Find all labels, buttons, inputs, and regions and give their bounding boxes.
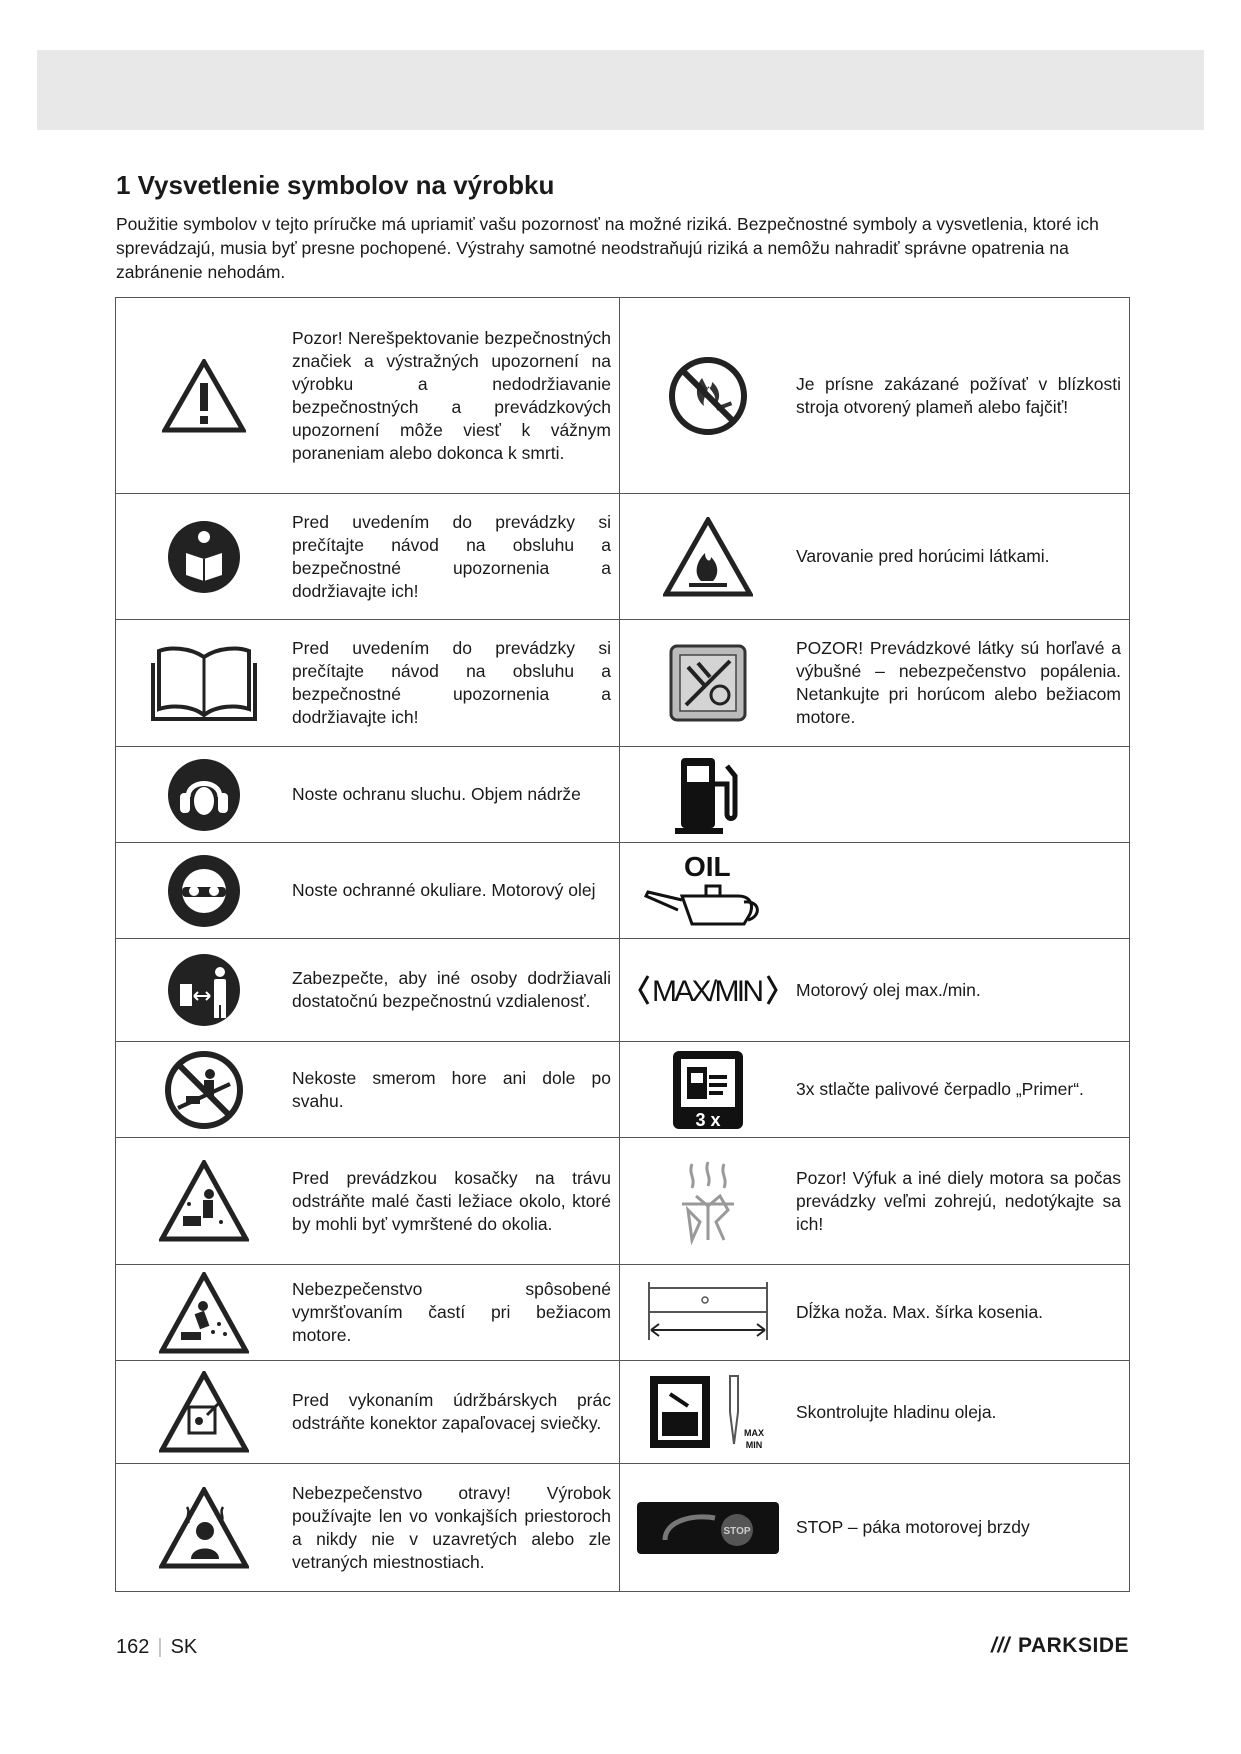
oil-label: OIL [684, 850, 731, 882]
language-code: SK [170, 1636, 198, 1658]
symbol-description: POZOR! Prevádzkové látky sú horľavé a výbušné – nebezpečenstvo popálenia. Netankujte pri horúcom alebo bežiacom motore. [796, 638, 1121, 727]
symbol-description: Nekoste smerom hore ani dole po svahu. [292, 1067, 611, 1111]
table-row [116, 1042, 1130, 1138]
open-book-icon [116, 643, 292, 723]
fuel-pump-icon [620, 754, 796, 836]
footer-divider: | [157, 1636, 163, 1658]
flammable-warning-icon [620, 517, 796, 597]
table-row [116, 1265, 1130, 1361]
symbol-description: Varovanie pred horúcimi látkami. [796, 546, 1050, 566]
table-row [116, 1361, 1130, 1464]
symbol-description: Noste ochranu sluchu. Objem nádrže [292, 784, 581, 804]
oil-max-label: MAX [744, 1428, 764, 1438]
remove-objects-icon [116, 1160, 292, 1242]
ear-protection-icon [116, 757, 292, 833]
eye-protection-icon [116, 853, 292, 929]
primer-count-label: 3 x [695, 1109, 721, 1130]
symbol-description: Dĺžka noža. Max. šírka kosenia. [796, 1302, 1044, 1322]
page-number: 162 [116, 1636, 150, 1658]
table-row [116, 939, 1130, 1042]
symbol-description: Pred uvedením do prevádzky si prečítajte návod na obsluhu a bezpečnostné upozornenia a dodržiavajte ich! [292, 511, 611, 601]
stop-brake-icon [620, 1500, 796, 1556]
table-row [116, 298, 1130, 494]
symbol-description: Pred prevádzkou kosačky na trávu odstráňte malé časti ležiace okolo, ktoré by mohli byť vymrštené do okolia. [292, 1167, 611, 1234]
symbol-description: Nebezpečenstvo spôsobené vymršťovaním častí pri bežiacom motore. [292, 1279, 611, 1345]
symbol-description: Motorový olej max./min. [796, 979, 981, 1000]
symbol-description: Noste ochranné okuliare. Motorový olej [292, 880, 596, 900]
brand-name: PARKSIDE [1018, 1634, 1129, 1657]
oil-can-icon [620, 850, 796, 932]
hot-surface-icon [620, 1156, 796, 1246]
brand-logo [991, 1634, 1129, 1658]
symbol-description: Pozor! Nerešpektovanie bezpečnostných značiek a výstražných upozornení na výrobku a nedodržiavanie bezpečnostných a prevádzkových upozornení môže viesť k vážnym poraneniam alebo dokonca k smrti. [292, 327, 611, 463]
symbol-description: Zabezpečte, aby iné osoby dodržiavali dostatočnú bezpečnostnú vzdialenosť. [292, 968, 611, 1011]
symbol-description: Skontrolujte hladinu oleja. [796, 1401, 997, 1422]
max-min-label: MAX/MIN [652, 975, 764, 1008]
oil-min-label: MIN [745, 1440, 763, 1450]
spark-plug-icon [116, 1371, 292, 1453]
section-title: 1 Vysvetlenie symbolov na výrobku [116, 170, 555, 200]
check-oil-level-icon [620, 1372, 796, 1452]
header-band [37, 50, 1204, 130]
table-row [116, 843, 1130, 939]
symbol-description: Je prísne zakázané požívať v blízkosti stroja otvorený plameň alebo fajčiť! [796, 373, 1121, 417]
symbol-description: Pred uvedením do prevádzky si prečítajte návod na obsluhu a bezpečnostné upozornenia a dodržiavajte ich! [292, 638, 611, 727]
table-row [116, 1464, 1130, 1592]
symbol-description: Pred vykonaním údržbárskych prác odstráňte konektor zapaľovacej sviečky. [292, 1390, 611, 1433]
no-open-flame-icon [620, 356, 796, 436]
primer-icon [620, 1049, 796, 1131]
blade-length-icon [620, 1278, 796, 1348]
read-manual-icon [116, 519, 292, 595]
page-footer [116, 1636, 197, 1659]
table-row [116, 747, 1130, 843]
no-refuel-running-icon [620, 643, 796, 723]
symbol-description: Nebezpečenstvo otravy! Výrobok používajte len vo vonkajších priestoroch a nikdy nie v uzavretých alebo zle vetraných miestnostiach. [292, 1482, 611, 1572]
keep-distance-icon [116, 952, 292, 1028]
max-min-icon [620, 970, 796, 1010]
stop-label: STOP [723, 1525, 751, 1537]
thrown-objects-icon [116, 1272, 292, 1354]
brand-slash-icon: /// [991, 1634, 1011, 1657]
table-row [116, 620, 1130, 747]
table-row [116, 494, 1130, 620]
no-slope-mowing-icon [116, 1050, 292, 1130]
warning-exclamation-icon [116, 359, 292, 433]
intro-paragraph: Použitie symbolov v tejto príručke má upriamiť vašu pozornosť na možné riziká. Bezpečnostné symboly a vysvetlenia, ktoré ich sprevádzajú, musia byť presne pochopené. Výstrahy samotné neodstraňujú riziká a nemôžu nahradiť správne opatrenia na zabránenie nehodám. [116, 214, 1099, 282]
symbol-description: STOP – páka motorovej brzdy [796, 1517, 1030, 1537]
table-row [116, 1138, 1130, 1265]
toxic-fumes-icon [116, 1487, 292, 1569]
symbol-description: Pozor! Výfuk a iné diely motora sa počas prevádzky veľmi zohrejú, nedotýkajte sa ich! [796, 1167, 1121, 1234]
symbol-description: 3x stlačte palivové čerpadlo „Primer“. [796, 1079, 1084, 1099]
symbols-table [115, 297, 1130, 1592]
